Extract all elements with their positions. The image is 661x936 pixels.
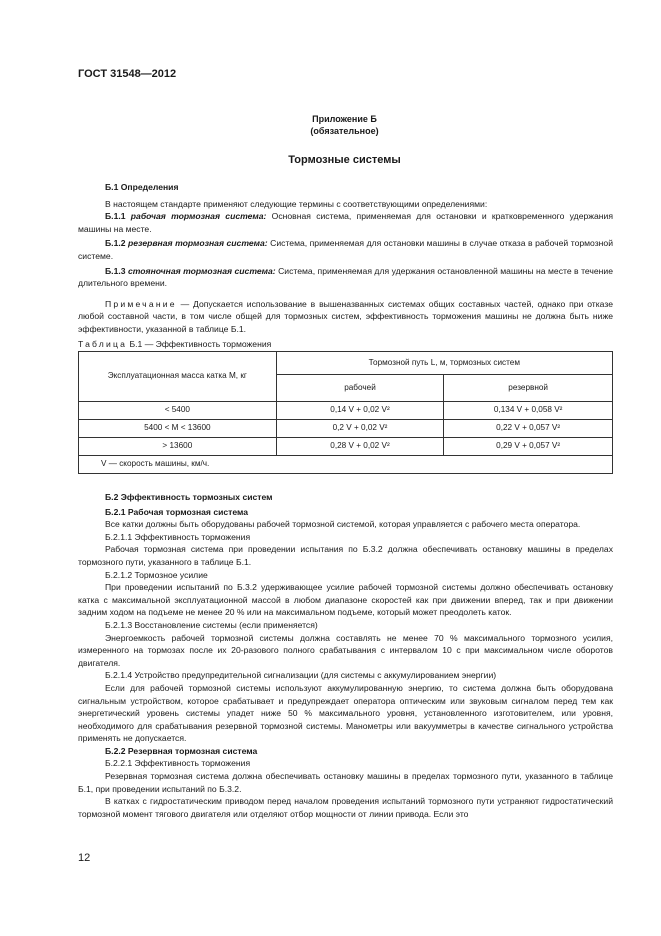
header-mass: Эксплуатационная масса катка M, кг: [79, 352, 277, 402]
term-2: Б.1.2 резервная тормозная система: Система, применяемая для остановки машины в случае отказа в рабочей тормозной системе.: [78, 238, 613, 261]
term-1-name: рабочая тормозная система:: [130, 211, 267, 222]
s211-heading: Б.2.1.1 Эффективность торможения: [105, 531, 251, 542]
term-2-name: резервная тормозная система:: [128, 238, 268, 249]
page-number: 12: [78, 852, 91, 864]
term-1: Б.1.1 рабочая тормозная система: Основная система, применяемая для остановки и кратковременного удержания машины на месте.: [78, 211, 613, 234]
s221-heading: Б.2.2.1 Эффективность торможения: [105, 758, 251, 769]
term-3-name: стояночная тормозная система:: [127, 265, 276, 276]
note-label: Примечание: [105, 298, 177, 309]
table-footnote: V — скорость машины, км/ч.: [79, 456, 613, 474]
table-row: 5400 < M < 13600 0,2 V + 0,02 V² 0,22 V + 0,057 V²: [79, 420, 613, 438]
appendix-subtitle: (обязательное): [310, 126, 379, 136]
document-header: ГОСТ 31548—2012: [78, 68, 177, 80]
header-work: рабочей: [276, 375, 444, 402]
header-reserve: резервной: [444, 375, 613, 402]
section-title: Тормозные системы: [288, 154, 401, 166]
s213-text: Энергоемкость рабочей тормозной системы должна составлять не менее 70 % максимального тормозного усилия, измеренного на тормозах после их 20-разового полного срабатывания с интервалом 10 с при максимальном числе оборотов двигателя.: [78, 632, 613, 668]
braking-table: [78, 351, 613, 474]
s211-text: Рабочая тормозная система при проведении испытания по Б.3.2 должна обеспечивать остановку машины в пределах тормозного пути, указанного в таблице Б.1.: [78, 544, 613, 567]
term-3: Б.1.3 стояночная тормозная система: Система, применяемая для удержания остановленной машины на месте в течение длительного времени.: [78, 265, 614, 289]
header-path: Тормозной путь L, м, тормозных систем: [276, 352, 612, 375]
s214-text: Если для рабочей тормозной системы используют аккумулированную энергию, то система должна быть оборудована сигнальным устройством, которое срабатывает и предупреждает оператора оптическим или звуковым сигналом перед тем как энергетический уровень системы упадет ниже 50 % максимального уровня, установленного изготовителем, или уровня, необходимого для срабатывания резервной тормозной системы. Манометры или вакуумметры в качестве сигнального устройства применять не допускается.: [78, 682, 613, 744]
s212-heading: Б.2.1.2 Тормозное усилие: [105, 569, 208, 580]
s214-heading: Б.2.1.4 Устройство предупредительной сигнализации (для системы с аккумулированием энергии): [105, 670, 497, 681]
note: Примечание — Допускается использование в вышеназванных системах общих составных частей, однако при отказе любой составной части, в том числе общей для тормозных систем, эффективность торможения машины не должна быть ниже эффективности, указанной в таблице Б.1.: [78, 298, 613, 334]
definitions-block: [78, 181, 613, 336]
efficiency-block: [78, 491, 613, 820]
s21-heading: Б.2.1 Рабочая тормозная система: [105, 506, 249, 517]
s221-text: Резервная тормозная система должна обеспечивать остановку машины в пределах тормозного пути, указанного в таблице Б.1, при проведении испытаний по Б.3.2.: [78, 771, 613, 794]
b1-heading: Б.1 Определения: [105, 182, 179, 192]
s212-text: При проведении испытаний по Б.3.2 удерживающее усилие рабочей тормозной системы должно обеспечивать остановку катка с максимальной эксплуатационной массой в любом диапазоне скоростей как при движении вперед, так и при движении задним ходом на подъеме не менее 20 % или на максимальном подъеме, который может преодолеть каток.: [78, 582, 613, 618]
table-row: < 5400 0,14 V + 0,02 V² 0,134 V + 0,058 V²: [79, 402, 613, 420]
b2-heading: Б.2 Эффективность тормозных систем: [105, 492, 273, 502]
b1-intro: В настоящем стандарте применяют следующие термины с соответствующими определениями:: [105, 198, 488, 209]
s22-heading: Б.2.2 Резервная тормозная система: [105, 745, 258, 756]
table-caption: Таблица Б.1 — Эффективность торможения: [78, 339, 272, 349]
appendix-heading: [0, 113, 661, 137]
s213-heading: Б.2.1.3 Восстановление системы (если применяется): [105, 619, 318, 630]
s21-text: Все катки должны быть оборудованы рабочей тормозной системой, которая управляется с рабочего места оператора.: [105, 519, 581, 530]
table-row: > 13600 0,28 V + 0,02 V² 0,29 V + 0,057 V²: [79, 438, 613, 456]
s221-text-2: В катках с гидростатическим приводом перед началом проведения испытаний тормозного пути устраняют гидростатический тормозной момент тягового двигателя или отделяют отбор мощности от линии привода. Если это: [78, 796, 613, 819]
appendix-title: Приложение Б: [312, 114, 377, 124]
